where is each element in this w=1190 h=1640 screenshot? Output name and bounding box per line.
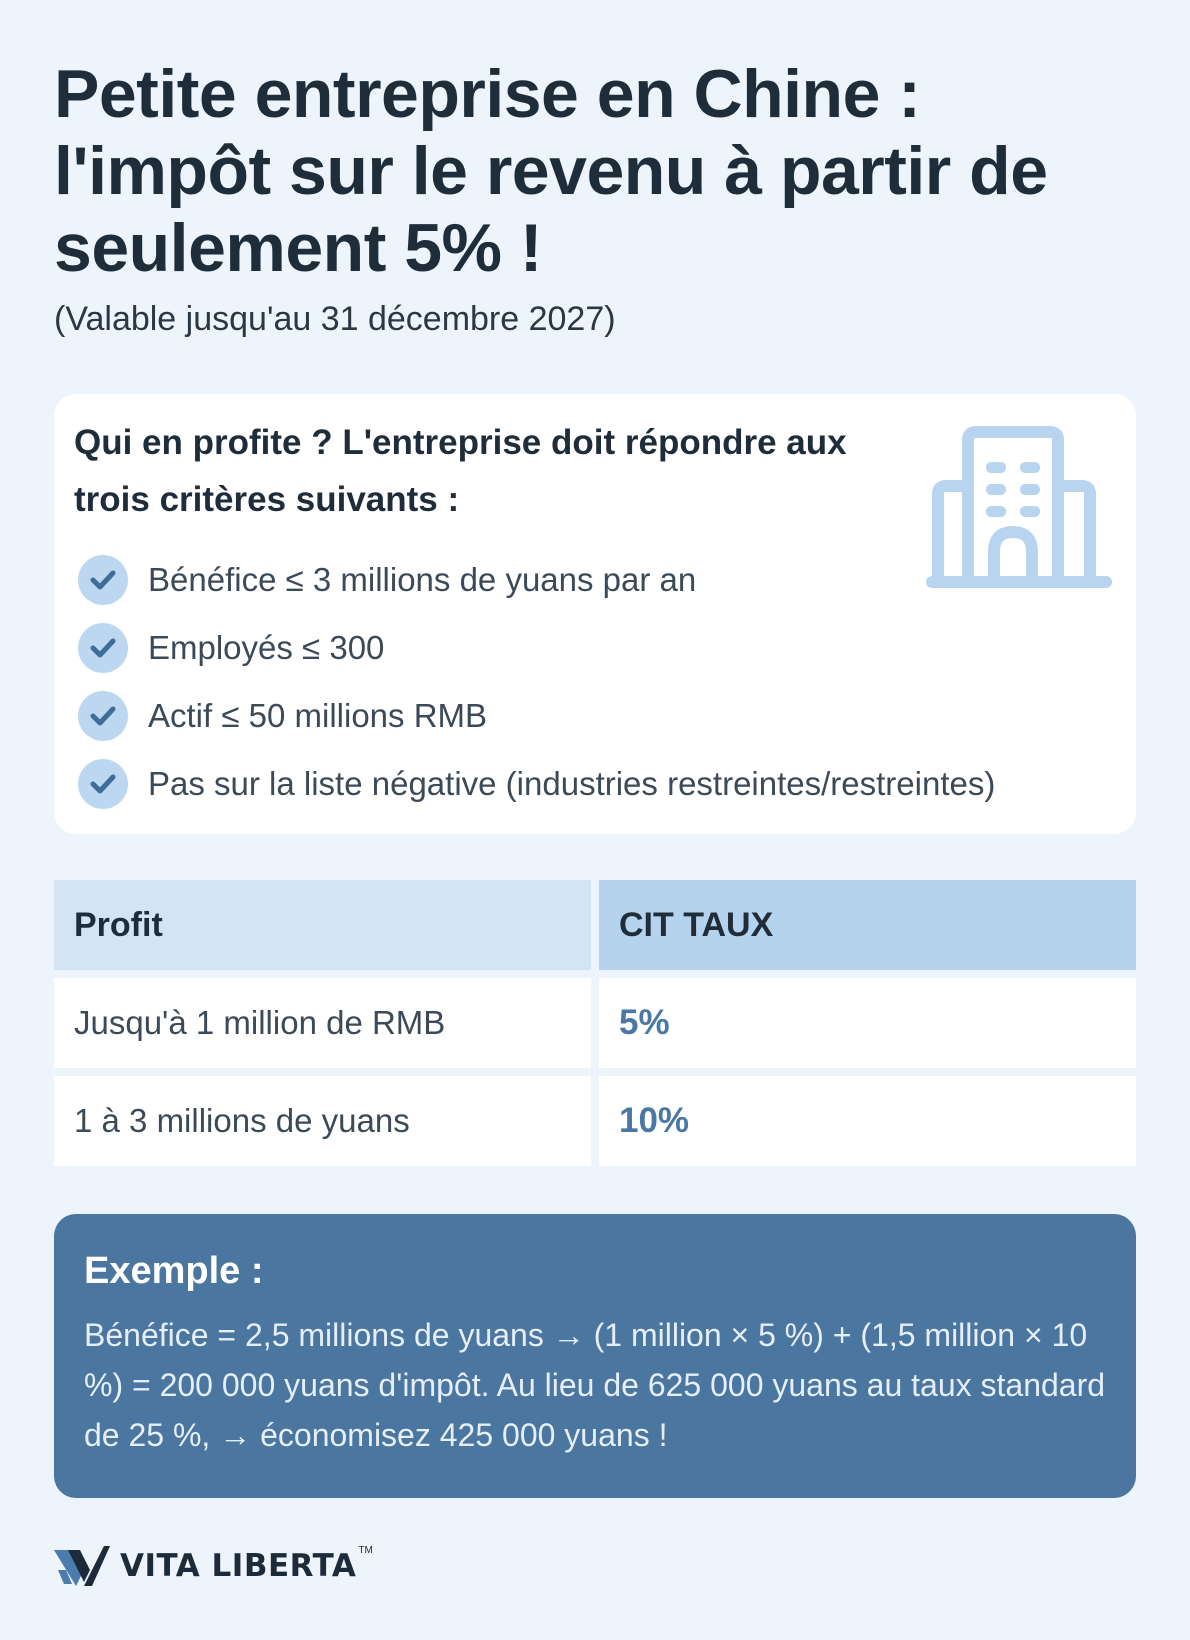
header-cit-rate: CIT TAUX (599, 880, 1136, 970)
table-row (54, 978, 1136, 1068)
rate-cell: 10% (599, 1076, 1136, 1166)
example-title: Exemple : (84, 1250, 264, 1292)
rate-table (54, 880, 1136, 1174)
table-header-row (54, 880, 1136, 970)
profit-cell: 1 à 3 millions de yuans (54, 1076, 591, 1166)
criteria-heading: Qui en profite ? L'entreprise doit répondre aux trois critères suivants : (74, 423, 847, 519)
criteria-item (78, 614, 995, 682)
brand (54, 1544, 373, 1588)
profit-cell: Jusqu'à 1 million de RMB (54, 978, 591, 1068)
header-profit: Profit (54, 880, 591, 970)
rate-cell: 5% (599, 978, 1136, 1068)
criteria-text: Actif ≤ 50 millions RMB (148, 697, 488, 734)
check-icon (78, 555, 128, 605)
page-subtitle: (Valable jusqu'au 31 décembre 2027) (54, 300, 616, 338)
brand-trademark: TM (358, 1544, 373, 1556)
check-icon (78, 623, 128, 673)
criteria-list (78, 546, 995, 818)
criteria-text: Employés ≤ 300 (148, 629, 385, 666)
criteria-item (78, 750, 995, 818)
brand-name: VITA LIBERTA (120, 1548, 357, 1584)
example-body: Bénéfice = 2,5 millions de yuans → (1 million × 5 %) + (1,5 million × 10 %) = 200 000 yuans d'impôt. Au lieu de 625 000 yuans au taux standard de 25 %, → économisez 425 000 yuans ! (84, 1317, 1106, 1453)
check-icon (78, 759, 128, 809)
table-row (54, 1076, 1136, 1166)
check-icon (78, 691, 128, 741)
page-title: Petite entreprise en Chine : l'impôt sur le revenu à partir de seulement 5% ! (54, 56, 1048, 286)
criteria-item (78, 682, 995, 750)
criteria-item (78, 546, 995, 614)
example-card (54, 1214, 1136, 1498)
criteria-card (54, 394, 1136, 834)
criteria-text: Bénéfice ≤ 3 millions de yuans par an (148, 561, 697, 598)
vita-liberta-logo-icon (54, 1544, 110, 1588)
criteria-text: Pas sur la liste négative (industries restreintes/restreintes) (148, 765, 996, 802)
